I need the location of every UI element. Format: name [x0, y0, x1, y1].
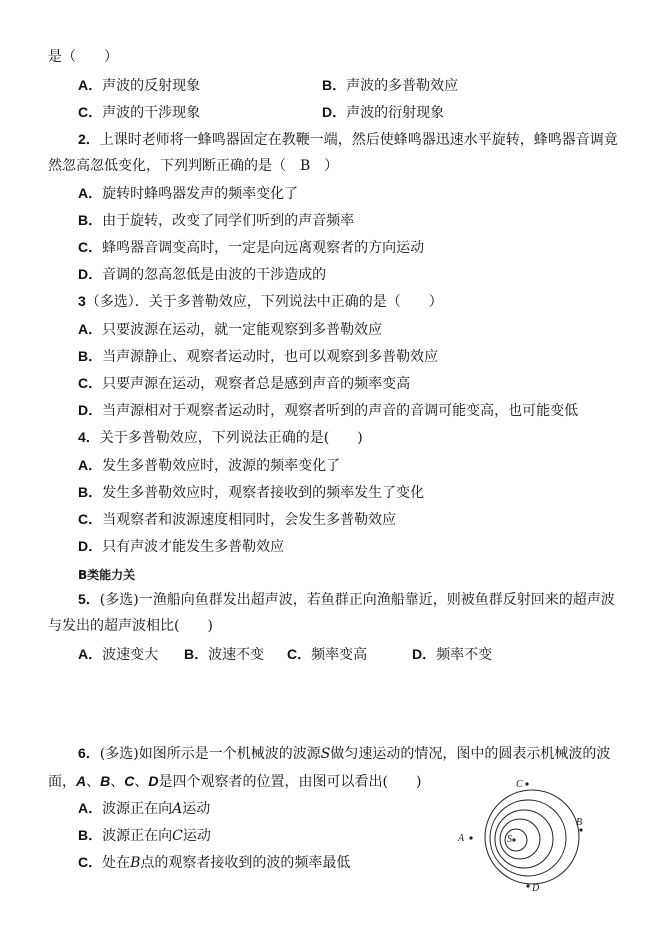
q3-option-a: A．只要波源在运动，就一定能观察到多普勒效应	[78, 321, 383, 338]
section-b-heading: B类能力关	[78, 568, 136, 582]
q1-stem-tail: 是（ ）	[48, 49, 118, 65]
q3-stem: 3（多选）．关于多普勒效应，下列说法中正确的是（ ）	[78, 293, 443, 310]
q6-stem-line1: 6．(多选)如图所示是一个机械波的波源S做匀速运动的情况，图中的圆表示机械波的波	[78, 745, 611, 762]
q5-option-a: A．波速变大	[78, 646, 159, 663]
wave-source-figure	[452, 772, 592, 902]
q3-option-b: B．当声源静止、观察者运动时，也可以观察到多普勒效应	[78, 348, 439, 365]
q3-option-d: D．当声源相对于观察者运动时，观察者听到的声音的音调可能变高，也可能变低	[78, 402, 579, 419]
q2-option-a: A．旋转时蜂鸣器发声的频率变化了	[78, 185, 299, 202]
q6-stem-line2: 面，A、B、C、D是四个观察者的位置，由图可以看出( )	[48, 773, 422, 790]
observer-c-label: C	[516, 779, 523, 790]
q6-option-a: A．波源正在向A运动	[78, 800, 211, 817]
observer-b-dot	[579, 828, 582, 831]
q5-option-b: B．波速不变	[184, 646, 265, 663]
observer-c-dot	[525, 782, 528, 785]
wavefront-1	[485, 790, 579, 884]
q2-stem-line1: 2．上课时老师将一蜂鸣器固定在教鞭一端，然后使蜂鸣器迅速水平旋转，蜂鸣器音调竟	[78, 131, 618, 148]
wavefront-3	[495, 810, 553, 868]
observer-d-label: D	[532, 883, 540, 894]
q2-option-c: C．蜂鸣器音调变高时，一定是向远离观察者的方向运动	[78, 239, 425, 256]
q6-option-c: C．处在B点的观察者接收到的波的频率最低	[78, 854, 351, 871]
wavefront-4	[500, 819, 540, 859]
observer-d-dot	[526, 884, 529, 887]
q5-stem-line2: 与发出的超声波相比( )	[48, 618, 213, 634]
wavefront-2	[490, 800, 566, 876]
q1-option-d: D．声波的衍射现象	[322, 104, 445, 121]
q4-option-c: C．当观察者和波源速度相同时，会发生多普勒效应	[78, 511, 397, 528]
source-s-label: S	[507, 834, 512, 845]
observer-b-label: B	[576, 817, 583, 828]
q2-option-d: D．音调的忽高忽低是由波的干涉造成的	[78, 266, 327, 283]
q6-option-b: B．波源正在向C运动	[78, 827, 211, 844]
source-s-dot	[512, 838, 515, 841]
q2-option-b: B．由于旋转，改变了同学们听到的声音频率	[78, 212, 355, 229]
q5-stem-line1: 5．(多选)一渔船向鱼群发出超声波，若鱼群正向渔船靠近，则被鱼群反射回来的超声波	[78, 591, 615, 608]
q4-option-a: A．发生多普勒效应时，波源的频率变化了	[78, 457, 341, 474]
q4-option-d: D．只有声波才能发生多普勒效应	[78, 538, 285, 555]
observer-a-label: A	[458, 833, 465, 844]
q5-option-d: D．频率不变	[412, 646, 493, 663]
observer-a-dot	[469, 836, 472, 839]
q1-option-a: A．声波的反射现象	[78, 77, 201, 94]
q3-option-c: C．只要声源在运动，观察者总是感到声音的频率变高	[78, 375, 411, 392]
q2-stem-line2: 然忽高忽低变化，下列判断正确的是（ B ）	[48, 158, 339, 174]
q4-stem: 4．关于多普勒效应，下列说法正确的是( )	[78, 429, 363, 446]
q1-option-b: B．声波的多普勒效应	[322, 77, 459, 94]
q4-option-b: B．发生多普勒效应时，观察者接收到的频率发生了变化	[78, 484, 425, 501]
q1-option-c: C．声波的干涉现象	[78, 104, 201, 121]
q5-option-c: C．频率变高	[287, 646, 368, 663]
